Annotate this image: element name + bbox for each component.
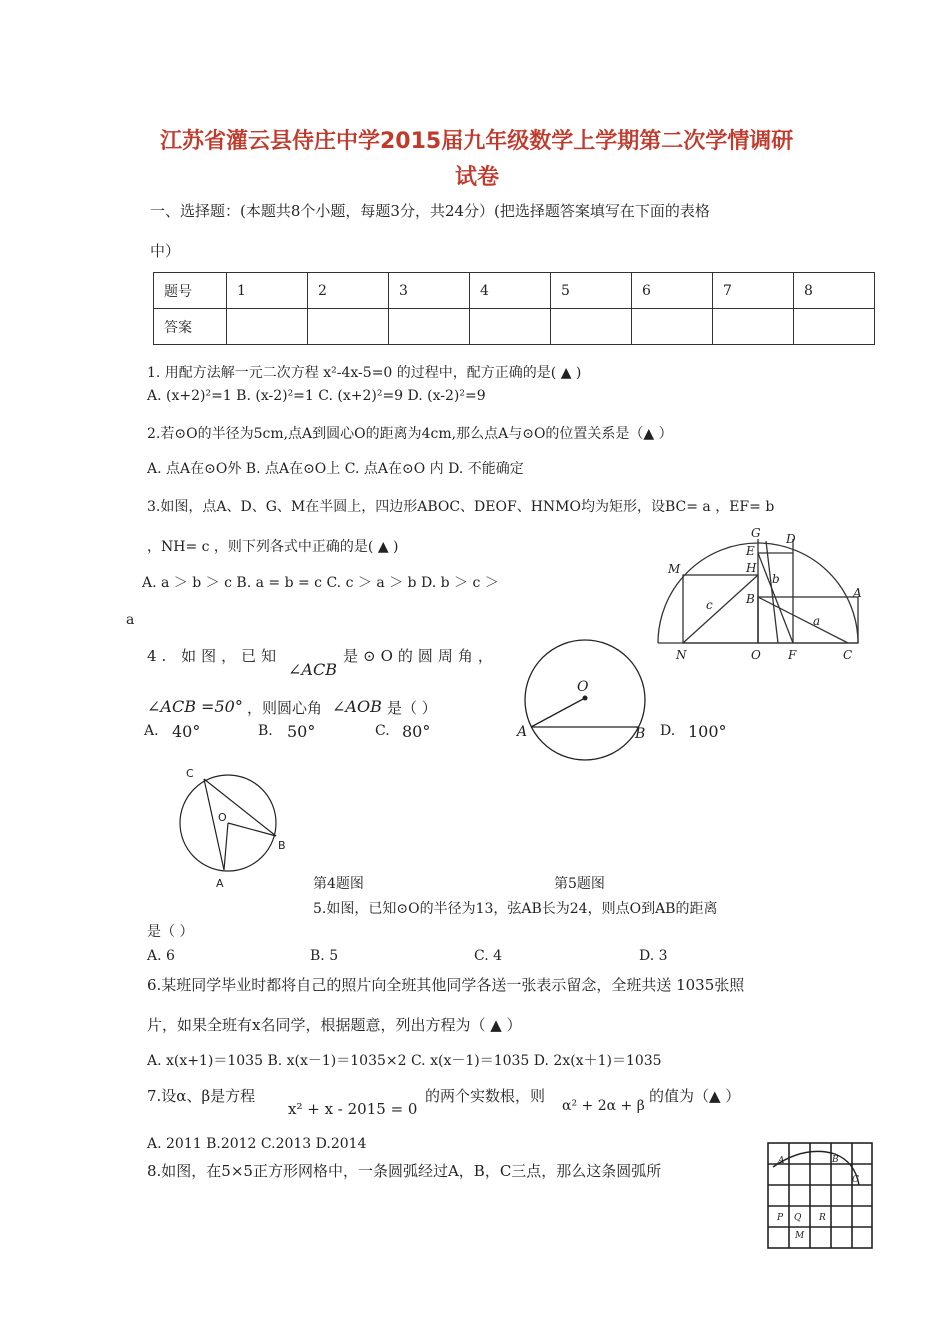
q7-stem-b: 的两个实数根，则 <box>425 1087 546 1105</box>
q4-value-b: 50° <box>287 722 316 741</box>
q3-options: A. a ＞ b ＞ c B. a = b = c C. c ＞ a ＞ b D. b ＞ c ＞ <box>142 575 499 591</box>
fig8-label: R <box>819 1213 826 1223</box>
fig8-label: A <box>778 1156 785 1166</box>
q3-options-tail: a <box>126 612 135 628</box>
q4-angle-2: ∠AOB <box>332 697 382 716</box>
fig3-label: D <box>786 532 796 546</box>
table-cell: 题号 <box>154 273 227 309</box>
q4-condition: ∠ACB =50° <box>147 697 243 716</box>
q3-stem-2: ，NH= c ，则下列各式中正确的是( ▲ ) <box>147 539 399 555</box>
fig3-label: H <box>746 561 757 575</box>
table-cell: 3 <box>389 273 470 309</box>
table-cell: 2 <box>308 273 389 309</box>
q7-expression: α² + 2α + β <box>562 1098 645 1114</box>
q5-stem: 5.如图，已知⊙O的半径为13，弦AB长为24，则点O到AB的距离 <box>313 901 718 917</box>
caption-fig4: 第4题图 <box>313 876 364 892</box>
answer-cell[interactable] <box>227 309 308 345</box>
q2-stem: 2.若⊙O的半径为5cm,点A到圆心O的距离为4cm,那么点A与⊙O的位置关系是（▲ ） <box>147 426 673 442</box>
answer-cell[interactable] <box>308 309 389 345</box>
q4-value-a: 40° <box>172 722 201 741</box>
fig8-label: B <box>832 1155 839 1165</box>
q5-option-b: B. 5 <box>310 948 339 964</box>
table-cell: 1 <box>227 273 308 309</box>
figure-5 <box>180 765 300 895</box>
fig3-label: A <box>853 586 862 600</box>
table-row <box>154 309 875 345</box>
q4-condition-3: 是（ ） <box>387 699 437 717</box>
answer-cell[interactable] <box>794 309 875 345</box>
fig3-label: N <box>676 648 687 662</box>
table-cell: 5 <box>551 273 632 309</box>
q4-stem: 4. 如图，已知 <box>147 647 282 665</box>
q5-stem-2: 是（ ） <box>147 924 194 940</box>
q7-stem: 7.设α、β是方程 <box>147 1087 256 1105</box>
caption-fig5: 第5题图 <box>554 876 605 892</box>
q4-value-d: 100° <box>688 722 727 741</box>
fig3-label: B <box>746 592 755 606</box>
q8-stem: 8.如图，在5×5正方形网格中，一条圆弧经过A，B，C三点，那么这条圆弧所 <box>147 1162 662 1180</box>
q7-options: A. 2011 B.2012 C.2013 D.2014 <box>147 1136 367 1152</box>
figure-8 <box>765 1140 875 1252</box>
q1-options: A. (x+2)²=1 B. (x-2)²=1 C. (x+2)²=9 D. (x-2)²=9 <box>147 388 486 404</box>
answer-cell[interactable] <box>713 309 794 345</box>
answer-cell[interactable] <box>470 309 551 345</box>
q4-value-c: 80° <box>402 722 431 741</box>
section-heading-cont: 中） <box>150 242 181 260</box>
answer-cell[interactable] <box>389 309 470 345</box>
fig5-label: B <box>278 839 286 852</box>
fig3-label: E <box>746 544 755 558</box>
fig5-label: A <box>216 877 224 890</box>
fig4-label: A <box>517 724 528 740</box>
q4-option-c: C. <box>375 723 390 739</box>
fig5-label: C <box>186 767 194 780</box>
figure-3 <box>648 525 868 670</box>
table-cell: 6 <box>632 273 713 309</box>
answer-cell[interactable] <box>632 309 713 345</box>
q7-equation: x² + x - 2015 = 0 <box>288 1100 418 1118</box>
q5-option-a: A. 6 <box>147 948 175 964</box>
figure-4 <box>515 635 665 775</box>
table-cell: 7 <box>713 273 794 309</box>
table-cell: 4 <box>470 273 551 309</box>
q6-stem-2: 片，如果全班有x名同学，根据题意，列出方程为（ ▲ ） <box>147 1016 522 1034</box>
q4-angle: ∠ACB <box>288 660 337 679</box>
fig3-label: b <box>772 572 780 586</box>
fig3-label: M <box>668 562 681 576</box>
table-row <box>154 273 875 309</box>
q4-stem-b: 是⊙O的圆周角， <box>343 647 498 665</box>
table-cell: 答案 <box>154 309 227 345</box>
fig5-label: O <box>218 811 227 824</box>
fig8-label: M <box>795 1231 805 1241</box>
q6-stem: 6.某班同学毕业时都将自己的照片向全班其他同学各送一张表示留念，全班共送 1035张照 <box>147 976 745 994</box>
fig4-label: O <box>577 679 589 695</box>
q5-option-d: D. 3 <box>639 948 668 964</box>
fig3-label: O <box>751 648 761 662</box>
q6-options: A. x(x+1)＝1035 B. x(x－1)＝1035×2 C. x(x－1)＝1035 D. 2x(x＋1)＝1035 <box>147 1053 662 1069</box>
q4-condition-2: ，则圆心角 <box>247 699 323 717</box>
fig4-label: B <box>635 726 646 742</box>
q1-stem: 1. 用配方法解一元二次方程 x²-4x-5=0 的过程中，配方正确的是( ▲ ) <box>147 365 582 381</box>
q2-options: A. 点A在⊙O外 B. 点A在⊙O上 C. 点A在⊙O 内 D. 不能确定 <box>147 461 524 477</box>
fig8-label: P <box>777 1213 784 1223</box>
section-heading: 一、选择题：(本题共8个小题，每题3分，共24分）(把选择题答案填写在下面的表格 <box>150 202 710 220</box>
page-title-2: 试卷 <box>455 165 500 190</box>
q4-option-b: B. <box>258 723 273 739</box>
fig8-label: Q <box>794 1213 802 1223</box>
q3-stem: 3.如图，点A、D、G、M在半圆上，四边形ABOC、DEOF、HNMO均为矩形，设BC= a ，EF= b <box>147 499 775 515</box>
answer-cell[interactable] <box>551 309 632 345</box>
q5-option-c: C. 4 <box>474 948 503 964</box>
fig3-label: C <box>843 648 853 662</box>
table-cell: 8 <box>794 273 875 309</box>
fig3-label: a <box>813 614 821 628</box>
fig8-label: C <box>852 1175 859 1185</box>
fig3-label: F <box>788 648 797 662</box>
fig3-label: G <box>751 526 761 540</box>
page-title: 江苏省灌云县侍庄中学2015届九年级数学上学期第二次学情调研 <box>160 129 794 154</box>
q4-option-d: D. <box>660 723 676 739</box>
q4-option-a: A. <box>144 723 159 739</box>
q7-stem-c: 的值为（▲ ） <box>649 1087 741 1105</box>
fig3-label: c <box>706 598 713 612</box>
answer-table <box>153 272 875 345</box>
